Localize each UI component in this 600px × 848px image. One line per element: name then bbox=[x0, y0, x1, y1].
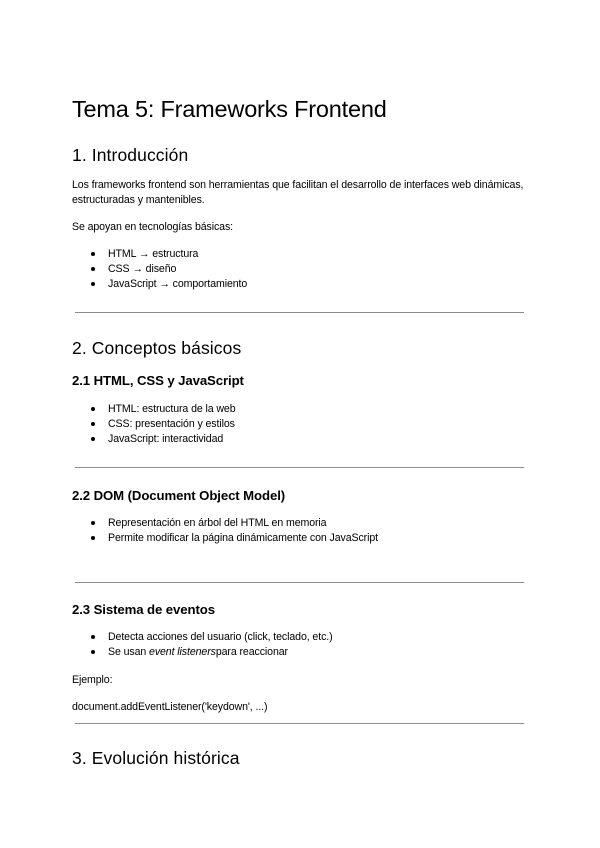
bullet-icon bbox=[91, 521, 95, 525]
bullet-icon bbox=[91, 282, 95, 286]
horizontal-rule bbox=[75, 582, 524, 583]
list-item: CSS → diseño bbox=[108, 263, 177, 275]
horizontal-rule bbox=[75, 467, 524, 468]
list-item: Detecta acciones del usuario (click, teclado, etc.) bbox=[108, 631, 333, 643]
horizontal-rule bbox=[75, 312, 524, 313]
list-item: JavaScript: interactividad bbox=[108, 433, 224, 445]
list-item: Representación en árbol del HTML en memoria bbox=[108, 517, 327, 529]
list-item-text: Se usan bbox=[108, 646, 150, 658]
subsection-heading-dom: 2.2 DOM (Document Object Model) bbox=[72, 488, 286, 503]
bullet-icon bbox=[91, 267, 95, 271]
section-heading-conceptos: 2. Conceptos básicos bbox=[72, 338, 242, 358]
bullet-icon bbox=[91, 635, 95, 639]
list-item: HTML: estructura de la web bbox=[108, 403, 236, 415]
bullet-icon bbox=[91, 437, 95, 441]
bullet-icon bbox=[91, 252, 95, 256]
section-heading-evolucion: 3. Evolución histórica bbox=[72, 748, 240, 768]
intro-paragraph-2: Se apoyan en tecnologías básicas: bbox=[72, 221, 234, 233]
page-title: Tema 5: Frameworks Frontend bbox=[72, 96, 387, 122]
list-item: Permite modificar la página dinámicamente con JavaScript bbox=[108, 532, 378, 544]
intro-paragraph: Los frameworks frontend son herramientas que facilitan el desarrollo de interfaces web dinámicas, estructuradas y mantenibles. bbox=[72, 179, 524, 206]
list-item bbox=[108, 645, 288, 660]
list-item: HTML → estructura bbox=[108, 248, 199, 260]
horizontal-rule bbox=[75, 723, 524, 724]
subsection-heading-eventos: 2.3 Sistema de eventos bbox=[72, 602, 215, 617]
bullet-icon bbox=[91, 407, 95, 411]
bullet-icon bbox=[91, 422, 95, 426]
emphasis-event-listeners: event listeners bbox=[149, 646, 216, 658]
list-item: CSS: presentación y estilos bbox=[108, 418, 235, 430]
list-item-text: para reaccionar bbox=[215, 646, 288, 658]
example-code: document.addEventListener('keydown', ...) bbox=[72, 701, 268, 713]
bullet-icon bbox=[91, 650, 95, 654]
bullet-icon bbox=[91, 536, 95, 540]
subsection-heading-html-css-js: 2.1 HTML, CSS y JavaScript bbox=[72, 373, 244, 388]
section-heading-introduccion: 1. Introducción bbox=[72, 145, 189, 165]
list-item: JavaScript → comportamiento bbox=[108, 278, 248, 290]
example-label: Ejemplo: bbox=[72, 674, 113, 686]
